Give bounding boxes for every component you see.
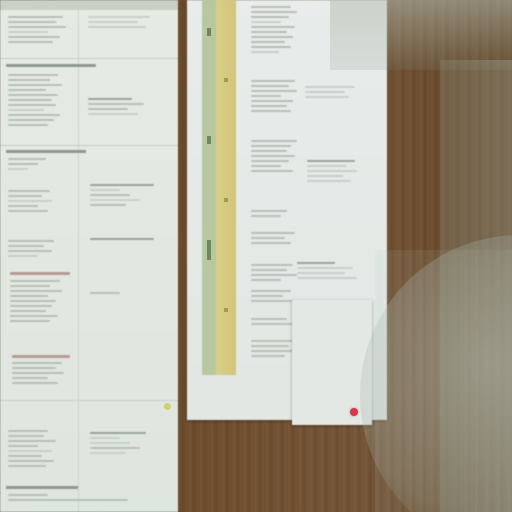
left-section-heading <box>6 64 96 67</box>
middle-text-block <box>305 86 365 101</box>
left-text-block <box>90 184 160 209</box>
left-text-block <box>90 432 160 457</box>
left-text-block <box>8 74 68 129</box>
left-text-block <box>90 292 160 297</box>
timeline-marker <box>224 198 228 202</box>
left-text-block <box>88 16 158 31</box>
middle-sheet-bottom-tab <box>292 300 372 425</box>
left-document-sheet <box>0 0 178 512</box>
left-row-divider <box>0 58 178 59</box>
middle-text-block <box>307 160 367 185</box>
middle-text-block <box>251 80 311 115</box>
red-pushpin <box>350 408 358 416</box>
left-text-block <box>8 190 68 215</box>
middle-text-block <box>251 232 311 247</box>
left-text-block <box>8 16 68 46</box>
left-sheet-column-divider <box>78 10 79 512</box>
left-text-block <box>88 98 158 118</box>
middle-text-block <box>251 210 311 220</box>
timeline-marker <box>207 240 211 260</box>
left-sheet-header <box>0 0 178 10</box>
reflection-stripes <box>375 250 512 512</box>
yellow-pushpin <box>164 403 171 410</box>
left-row-divider <box>0 145 178 146</box>
timeline-bar <box>202 0 236 375</box>
left-text-block <box>8 240 68 260</box>
left-text-block <box>10 280 70 325</box>
timeline-green-band <box>202 0 216 375</box>
middle-text-block <box>297 262 367 282</box>
left-text-block <box>12 362 72 387</box>
timeline-marker <box>207 28 211 36</box>
left-section-heading <box>6 486 78 489</box>
window-reflection <box>440 60 512 512</box>
left-text-block <box>8 158 68 173</box>
left-text-block <box>90 238 160 243</box>
timeline-yellow-band <box>216 0 236 375</box>
middle-text-block <box>251 6 311 56</box>
middle-text-block <box>251 140 311 175</box>
left-section-heading <box>10 272 70 275</box>
timeline-marker <box>224 308 228 312</box>
left-text-block <box>8 494 158 504</box>
timeline-marker <box>224 78 228 82</box>
timeline-marker <box>207 136 211 144</box>
left-section-heading <box>12 355 70 358</box>
left-section-heading <box>6 150 86 153</box>
left-text-block <box>8 430 68 470</box>
left-row-divider <box>0 400 178 401</box>
